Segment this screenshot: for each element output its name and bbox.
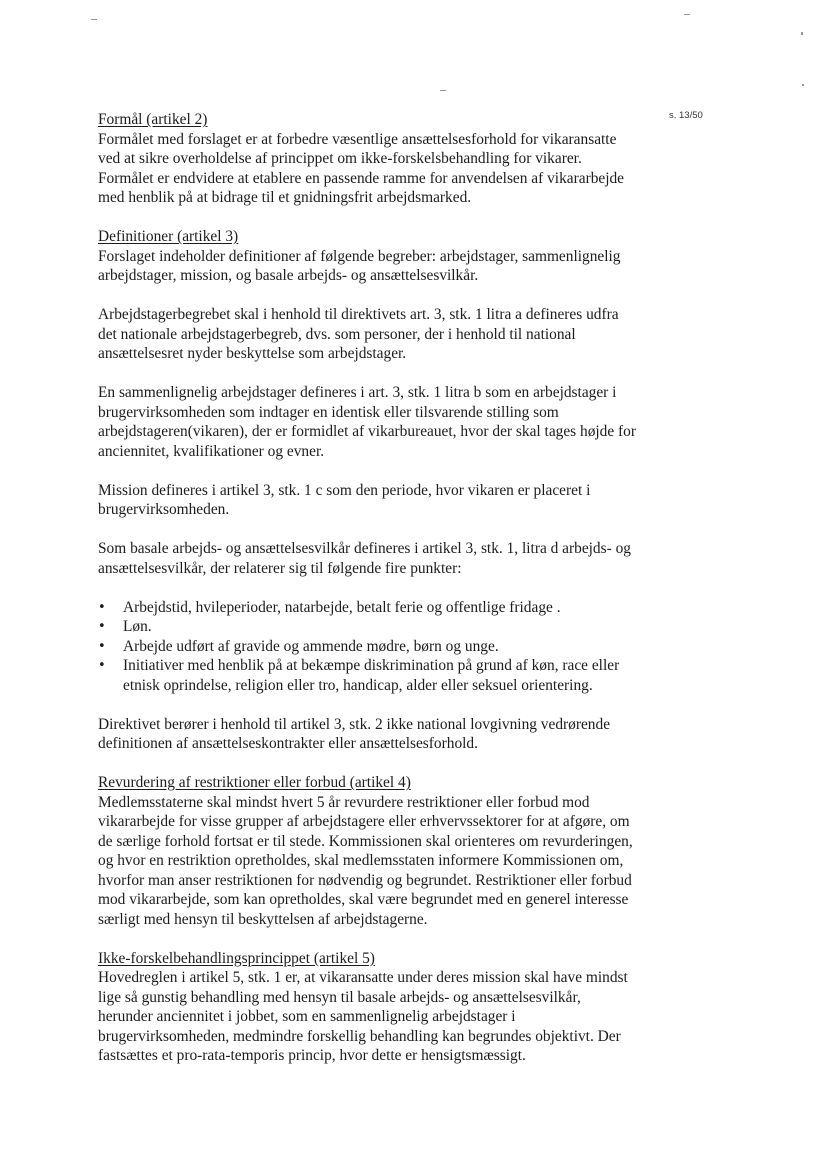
paragraph-ikke-forskelbehandling: Hovedreglen i artikel 5, stk. 1 er, at vikaransatte under deres mission skal have mindst lige så gunstig behandling med hensyn til basale arbejds- og ansættelsesvilkår, herunder anciennitet i jobbet, som en sammenlignelig arbejdstager i brugervirksomheden, medmindre forskellig behandling kan begrundes objektivt. Der fastsættes et pro-rata-temporis princip, hvor dette er hensigtsmæssigt. (98, 969, 628, 1064)
scan-speck (801, 32, 803, 35)
heading-definitioner: Definitioner (artikel 3) (98, 228, 239, 245)
heading-formaal: Formål (artikel 2) (98, 111, 208, 128)
section-formaal (98, 110, 636, 208)
scan-speck (684, 14, 690, 15)
heading-revurdering: Revurdering af restriktioner eller forbud (artikel 4) (98, 774, 411, 791)
bullet-item: • Arbejdstid, hvileperioder, natarbejde, betalt ferie og offentlige fridage . (98, 598, 636, 618)
paragraph-arbejdstagerbegreb: Arbejdstagerbegrebet skal i henhold til direktivets art. 3, stk. 1 litra a defineres udfra det nationale arbejdstagerbegreb, dvs. som personer, der i henhold til national ansættelsesret nyder beskyttelse som arbejdstager. (98, 306, 619, 362)
section-ikke-forskelbehandling (98, 949, 636, 1066)
heading-ikke-forskelbehandling: Ikke-forskelbehandlingsprincippet (artikel 5) (98, 949, 375, 967)
bullet-item: • Løn. (98, 617, 636, 637)
section-revurdering (98, 773, 636, 929)
scan-speck (802, 84, 804, 86)
scan-speck (440, 90, 446, 91)
paragraph-direktivet: Direktivet berører i henhold til artikel 3, stk. 2 ikke national lovgivning vedrørende definitionen af ansættelseskontrakter eller ansættelsesforhold. (98, 715, 611, 752)
bullet-list (98, 598, 636, 696)
document-body (98, 110, 636, 1085)
page-number: s. 13/50 (669, 110, 703, 121)
section-definitioner (98, 227, 636, 286)
paragraph-basale-vilkaar: Som basale arbejds- og ansættelsesvilkår defineres i artikel 3, stk. 1, litra d arbejds- og ansættelsesvilkår, der relaterer sig til følgende fire punkter: (98, 540, 631, 577)
paragraph-mission: Mission defineres i artikel 3, stk. 1 c som den periode, hvor vikaren er placeret i brugervirksomheden. (98, 481, 591, 518)
paragraph-revurdering: Medlemsstaterne skal mindst hvert 5 år revurdere restriktioner eller forbud mod vikararbejde for visse grupper af arbejdstagere eller erhvervssektorer for at afgøre, om de særlige forhold fortsat er til stede. Kommissionen skal orienteres om revurderingen, og hvor en restriktion opretholdes, skal medlemsstaten informere Kommissionen om, hvorfor man anser restriktionen for nødvendig og begrundet. Restriktioner eller forbud mod vikararbejde, som kan opretholdes, skal være begrundet med en generel interesse særligt med hensyn til beskyttelsen af arbejdstagerne. (98, 793, 633, 928)
bullet-item: • Initiativer med henblik på at bekæmpe diskrimination på grund af køn, race eller etnisk oprindelse, religion eller tro, handicap, alder eller seksuel orientering. (98, 656, 636, 695)
paragraph-formaal: Formålet med forslaget er at forbedre væsentlige ansættelsesforhold for vikaransatte ved at sikre overholdelse af princippet om ikke-forskelsbehandling for vikarer. Formålet er endvidere at etablere en passende ramme for anvendelsen af vikararbejde med henblik på at bidrage til et gnidningsfrit arbejdsmarked. (98, 130, 625, 206)
scan-speck (91, 19, 97, 20)
bullet-item: • Arbejde udført af gravide og ammende mødre, børn og unge. (98, 637, 636, 657)
paragraph-sammenlignelig: En sammenlignelig arbejdstager defineres i art. 3, stk. 1 litra b som en arbejdstager i brugervirksomheden som indtager en identisk eller tilsvarende stilling som arbejdstageren(vikaren), der er formidlet af vikarbureauet, hvor der skal tages højde for anciennitet, kvalifikationer og evner. (98, 384, 637, 460)
paragraph-definitioner: Forslaget indeholder definitioner af følgende begreber: arbejdstager, sammenlignelig arbejdstager, mission, og basale arbejds- og ansættelsesvilkår. (98, 247, 621, 284)
